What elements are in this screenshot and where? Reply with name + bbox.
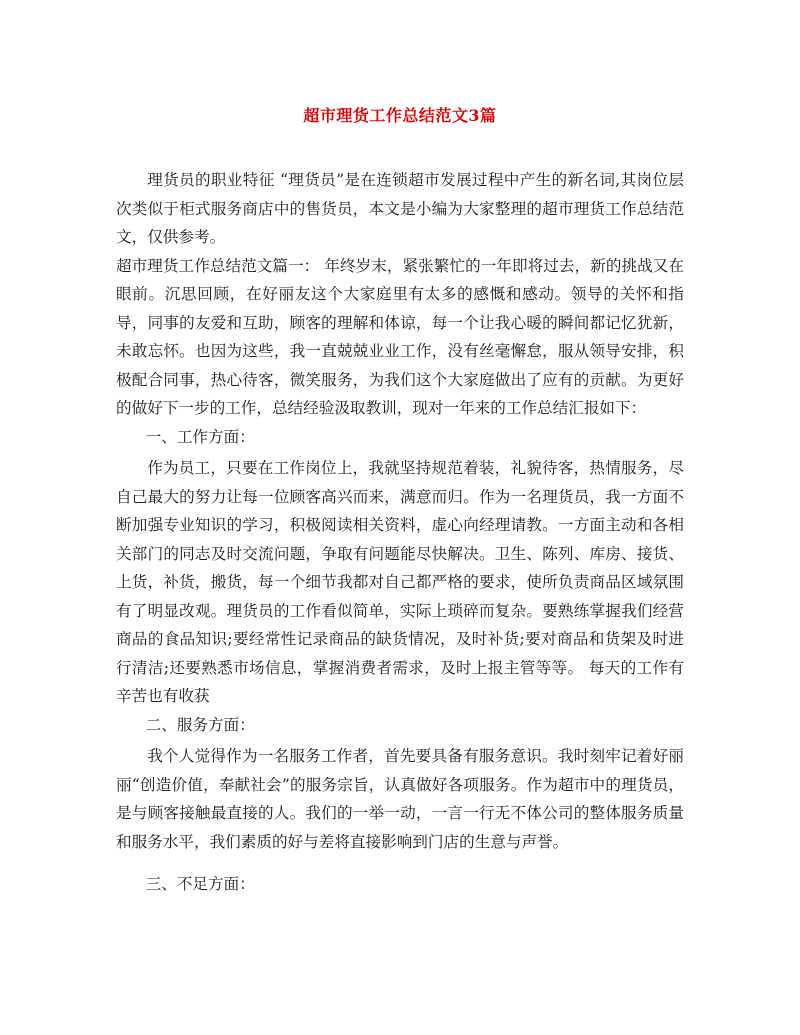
section-heading-work: 一、工作方面： [145, 427, 255, 446]
work-paragraph: 作为员工，只要在工作岗位上，我就坚持规范着装，礼貌待客，热情服务，尽自己最大的努力让每一位顾客高兴而来，满意而归。作为一名理货员，我一方面不断加强专业知识的学习，积极阅读相关资料，虚心向经理请教。一方面主动和各相关部门的同志及时交流问题，争取有问题能尽快解决。卫生、陈列、库房、接货、上货，补货，搬货，每一个细节我都对自己都严格的要求，使所负责商品区域氛围有了明显改观。理货员的工作看似简单，实际上琐碎而复杂。要熟练掌握我们经营商品的食品知识;要经常性记录商品的缺货情况，及时补货;要对商品和货架及时进行清洁;还要熟悉市场信息，掌握消费者需求，及时上报主管等等。 每天的工作有辛苦也有收获 [116, 459, 684, 705]
document-body [116, 166, 684, 914]
section-heading-shortcomings: 三、不足方面： [145, 875, 255, 893]
section-heading-service: 二、服务方面： [145, 715, 255, 734]
intro-paragraph: 理货员的职业特征 “理货员”是在连锁超市发展过程中产生的新名词,其岗位层次类似于柜式服务商店中的售货员，本文是小编为大家整理的超市理货工作总结范文，仅供参考。 [116, 171, 684, 246]
service-paragraph: 我个人觉得作为一名服务工作者，首先要具备有服务意识。我时刻牢记着好丽丽“创造价值，奉献社会”的服务宗旨，认真做好各项服务。作为超市中的理货员，是与顾客接触最直接的人。我们的一举一动，一言一行无不体公司的整体服务质量和服务水平，我们素质的好与差将直接影响到门店的生意与声誉。 [116, 747, 684, 851]
article-one-paragraph: 超市理货工作总结范文篇一： 年终岁末，紧张繁忙的一年即将过去，新的挑战又在眼前。沉思回顾，在好丽友这个大家庭里有太多的感慨和感动。领导的关怀和指导，同事的友爱和互助，顾客的理解和体谅，每一个让我心暖的瞬间都记忆犹新，未敢忘怀。也因为这些，我一直兢兢业业工作，没有丝毫懈怠，服从领导安排，积极配合同事，热心待客，微笑服务，为我们这个大家庭做出了应有的贡献。为更好的做好下一步的工作，总结经验汲取教训，现对一年来的工作总结汇报如下： [116, 256, 684, 417]
document-title: 超市理货工作总结范文3篇 [303, 106, 497, 125]
